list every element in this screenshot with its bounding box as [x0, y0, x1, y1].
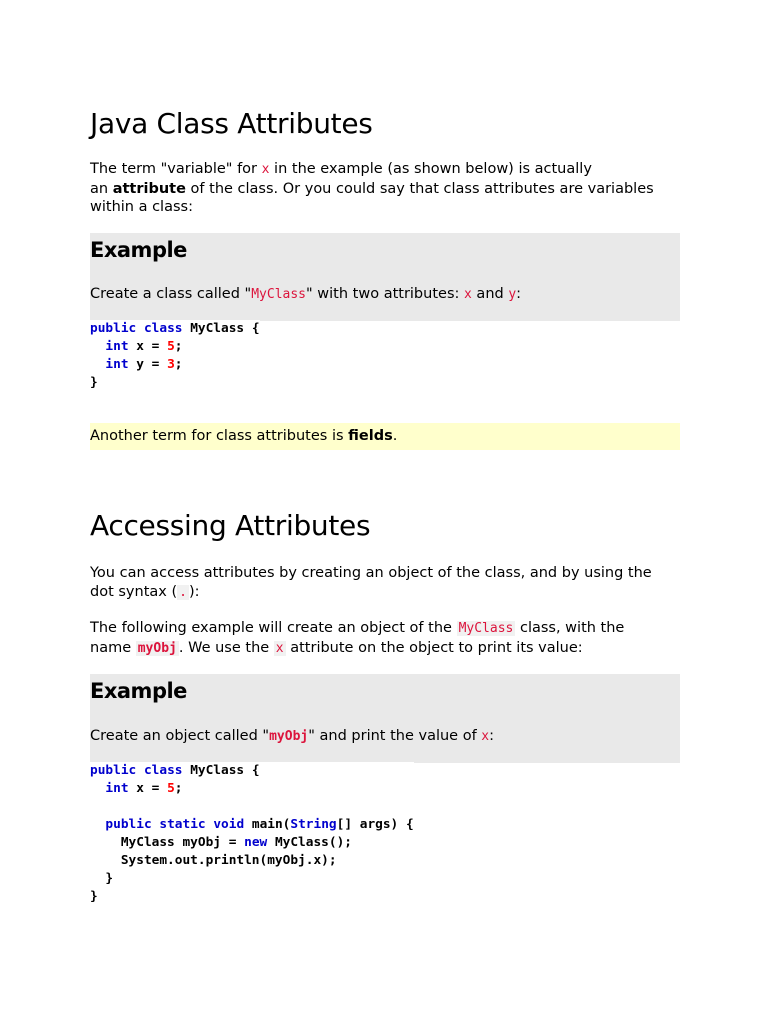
- example-box-1: [90, 233, 680, 321]
- code-block-2: [90, 762, 414, 906]
- paragraph-text: class, with the: [515, 620, 625, 636]
- code-number: 3: [167, 357, 175, 372]
- example-heading: Example: [90, 238, 187, 262]
- example-desc-text-2: " with two attributes:: [306, 286, 464, 302]
- code-text: }: [105, 871, 114, 886]
- intro-text-3: an: [90, 180, 113, 197]
- example-desc-text-1: Create a class called ": [90, 286, 252, 302]
- example-desc-text-2: " and print the value of: [308, 728, 482, 744]
- paragraph-text: name: [90, 639, 136, 656]
- example-heading: Example: [90, 679, 187, 703]
- code-keyword: public: [105, 817, 152, 832]
- intro-text-1: The term "variable" for: [90, 161, 262, 177]
- inline-code-x: x: [261, 162, 270, 177]
- code-text: MyClass {: [182, 321, 260, 336]
- code-text: }: [90, 375, 98, 390]
- code-text: y =: [128, 357, 168, 372]
- section-title: Accessing Attributes: [90, 509, 371, 542]
- accessing-paragraph-2: [90, 619, 680, 658]
- paragraph-text: dot syntax (: [90, 583, 178, 600]
- inline-code-myclass: MyClass: [251, 287, 307, 302]
- code-text: MyClass {: [182, 763, 260, 778]
- inline-code-myobj: myObj: [269, 729, 309, 744]
- paragraph-text: You can access attributes by creating an object of the class, and by using the: [90, 565, 652, 581]
- example-desc-text-3: and: [471, 286, 509, 302]
- code-text: ;: [174, 339, 183, 354]
- note-text-2: .: [392, 428, 398, 444]
- code-text: System.out.println(myObj.x);: [120, 853, 337, 868]
- example-description: [90, 727, 680, 747]
- code-text: MyClass();: [267, 835, 352, 850]
- example-desc-text-4: :: [516, 286, 522, 302]
- code-keyword: int: [105, 357, 129, 372]
- code-text: [] args) {: [336, 817, 414, 832]
- intro-paragraph: [90, 160, 680, 217]
- code-keyword: int: [105, 781, 129, 796]
- example-desc-text-3: :: [489, 728, 495, 744]
- code-keyword: public: [90, 321, 137, 336]
- bold-fields: fields: [348, 428, 393, 444]
- code-keyword: void: [213, 817, 245, 832]
- inline-code-myobj: myObj: [137, 640, 177, 656]
- inline-code-x: x: [481, 729, 490, 744]
- intro-text-5: within a class:: [90, 199, 193, 215]
- note-box: [90, 423, 680, 450]
- code-keyword: int: [105, 339, 129, 354]
- example-desc-text-1: Create an object called ": [90, 728, 270, 744]
- inline-code-myclass: MyClass: [458, 621, 514, 636]
- code-keyword: static: [159, 817, 206, 832]
- paragraph-text: The following example will create an object of the: [90, 620, 457, 636]
- code-text: main(: [244, 817, 291, 832]
- inline-code-x: x: [275, 640, 284, 656]
- code-text: ;: [174, 357, 183, 372]
- inline-code-y: y: [508, 287, 517, 302]
- bold-attribute: attribute: [112, 180, 186, 197]
- paragraph-text: attribute on the object to print its value:: [285, 639, 583, 656]
- code-text: x =: [128, 781, 168, 796]
- note-text-1: Another term for class attributes is: [90, 428, 349, 444]
- example-description: [90, 285, 680, 305]
- code-keyword: public: [90, 763, 137, 778]
- code-text: x =: [128, 339, 168, 354]
- code-type: String: [290, 817, 337, 832]
- example-box-2: [90, 674, 680, 763]
- code-number: 5: [167, 781, 175, 796]
- inline-code-x: x: [464, 287, 472, 302]
- page-title: Java Class Attributes: [90, 107, 373, 140]
- accessing-paragraph-1: [90, 564, 680, 602]
- inline-code-dot: .: [179, 584, 187, 600]
- code-keyword: class: [143, 321, 183, 336]
- code-text: ;: [174, 781, 183, 796]
- code-keyword: new: [244, 835, 268, 850]
- code-keyword: class: [143, 763, 183, 778]
- code-text: }: [90, 889, 98, 904]
- paragraph-text: . We use the: [178, 639, 274, 656]
- intro-text-4: of the class. Or you could say that class attributes are variables: [185, 180, 654, 197]
- paragraph-text: ):: [188, 583, 200, 600]
- code-number: 5: [167, 339, 175, 354]
- code-text: MyClass myObj =: [120, 835, 245, 850]
- code-block-1: [90, 320, 260, 392]
- intro-text-2: in the example (as shown below) is actually: [269, 161, 592, 177]
